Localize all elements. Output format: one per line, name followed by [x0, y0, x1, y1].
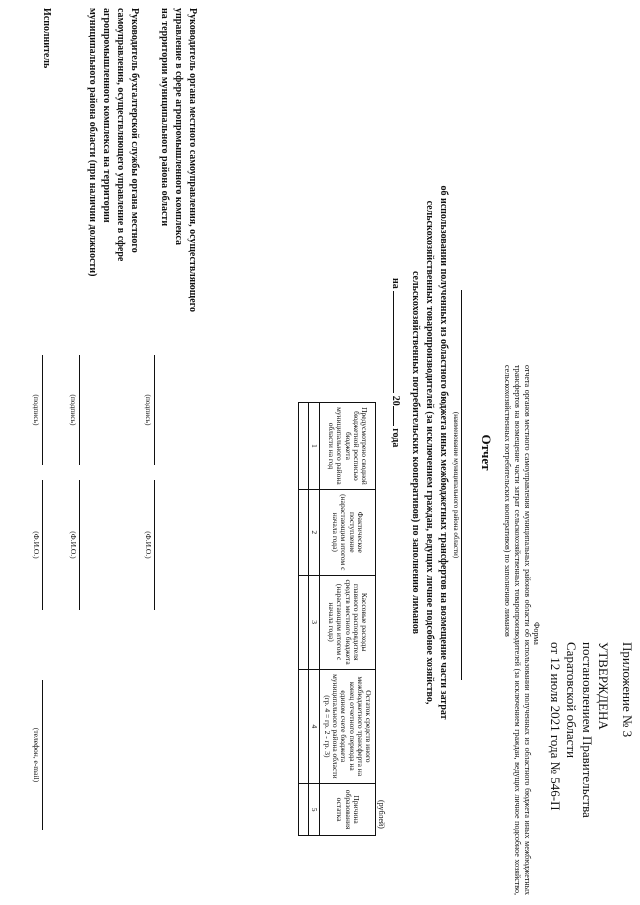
table-data-row	[298, 403, 308, 836]
appendix-label: Приложение № 3	[620, 642, 635, 738]
approved-label: УТВЕРЖДЕНА	[596, 642, 611, 730]
table-number-cell: 5	[308, 784, 319, 836]
executor-name-caption: (Ф.И.О.)	[32, 531, 41, 559]
decree-line-3: от 12 июля 2021 года № 546-П	[548, 642, 563, 811]
head-name-caption: (Ф.И.О.)	[144, 531, 153, 559]
executor-contact-line	[42, 680, 43, 830]
accounting-signature-caption: (подпись)	[69, 394, 78, 426]
form-label: Форма	[532, 622, 541, 645]
table-header-received: Фактическое поступление (нарастающим итогом с начала года)	[320, 489, 376, 575]
head-signature-line	[154, 355, 155, 465]
report-subtitle-line-3: сельскохозяйственных потребительских кооперативов) по заполнению лиманов	[410, 270, 421, 635]
executor-label: Исполнитель	[41, 8, 52, 69]
table-header-planned: Предусмотрено сводной бюджетной росписью бюджета муниципального района области на год	[320, 403, 376, 490]
period-suffix: года	[390, 428, 401, 448]
table-header-balance: Остаток средств иного межбюджетного трансферта на конец отчетного периода на едином счете бюджета муниципального района области (гр. 4 = гр. 2 - гр. 3)	[320, 669, 376, 784]
table-data-cell	[298, 575, 308, 669]
signature-head-line-3: на территории муниципального района области	[159, 8, 170, 227]
accounting-name-caption: (Ф.И.О.)	[69, 531, 78, 559]
decree-line-1: постановлением Правительства	[580, 642, 595, 818]
table-number-cell: 2	[308, 489, 319, 575]
report-subtitle-line-2: сельскохозяйственных товаропроизводителей (за исключением граждан, ведущих личное подсобное хозяйство,	[424, 200, 435, 705]
table-number-cell: 4	[308, 669, 319, 784]
currency-note: (рублей)	[377, 800, 386, 829]
signature-accounting-line-3: агропромышленного комплекса на территории	[101, 8, 112, 223]
municipality-name-line	[461, 290, 462, 680]
signature-accounting-line-1: Руководитель бухгалтерской службы органа местного	[129, 8, 140, 253]
table-number-cell: 1	[308, 403, 319, 490]
period-date-blank	[393, 291, 404, 393]
report-title: Отчет	[479, 434, 494, 471]
accounting-signature-line	[79, 355, 80, 465]
signature-head-line-1: Руководитель органа местного самоуправления, осуществляющего	[187, 8, 198, 312]
table-data-cell	[298, 403, 308, 490]
table-number-row	[308, 403, 319, 836]
period-year-prefix: 20	[390, 395, 401, 406]
executor-signature-line	[42, 355, 43, 465]
decree-line-2: Саратовской области	[564, 642, 579, 759]
head-name-line	[154, 480, 155, 610]
accounting-name-line	[79, 480, 80, 610]
report-period	[390, 278, 405, 447]
form-description: отчета органов местного самоуправления муниципальных районов области об использовании полученных из областного бюджета иных межбюджетных трансфертов на возмещение части затрат сельскохозяйственных товаропроизводителей (за исключением граждан, ведущих личное подсобное хозяйство, сельскохозяйственных потребительских кооперативов) по заполнению лиманов	[503, 365, 532, 895]
report-subtitle-line-1: об использовании полученных из областного бюджета иных межбюджетных трансфертов на возмещение части затрат	[438, 185, 449, 720]
table-header-expenses: Кассовые расходы главного распорядителя средств местного бюджета (нарастающим итогом с начала года)	[320, 575, 376, 669]
table-number-cell: 3	[308, 575, 319, 669]
period-year-blank	[393, 406, 404, 426]
head-signature-caption: (подпись)	[144, 394, 153, 426]
signature-accounting-line-4: муниципального района области (при наличии должности)	[87, 8, 98, 277]
signature-head-line-2: управление в сфере агропромышленного комплекса	[173, 8, 184, 245]
table-header-reason: Причина образования остатка	[320, 784, 376, 836]
period-prefix: на	[390, 278, 401, 289]
table-data-cell	[298, 489, 308, 575]
signature-accounting-line-2: самоуправления, осуществляющего управление в сфере	[115, 8, 126, 262]
municipality-caption: (наименование муниципального района области)	[452, 411, 460, 559]
table-data-cell	[298, 669, 308, 784]
executor-name-line	[42, 480, 43, 610]
report-table	[298, 402, 376, 836]
executor-contact-caption: (телефон, e-mail)	[32, 727, 41, 783]
table-header-row	[320, 403, 376, 836]
executor-signature-caption: (подпись)	[32, 394, 41, 426]
table-data-cell	[298, 784, 308, 836]
